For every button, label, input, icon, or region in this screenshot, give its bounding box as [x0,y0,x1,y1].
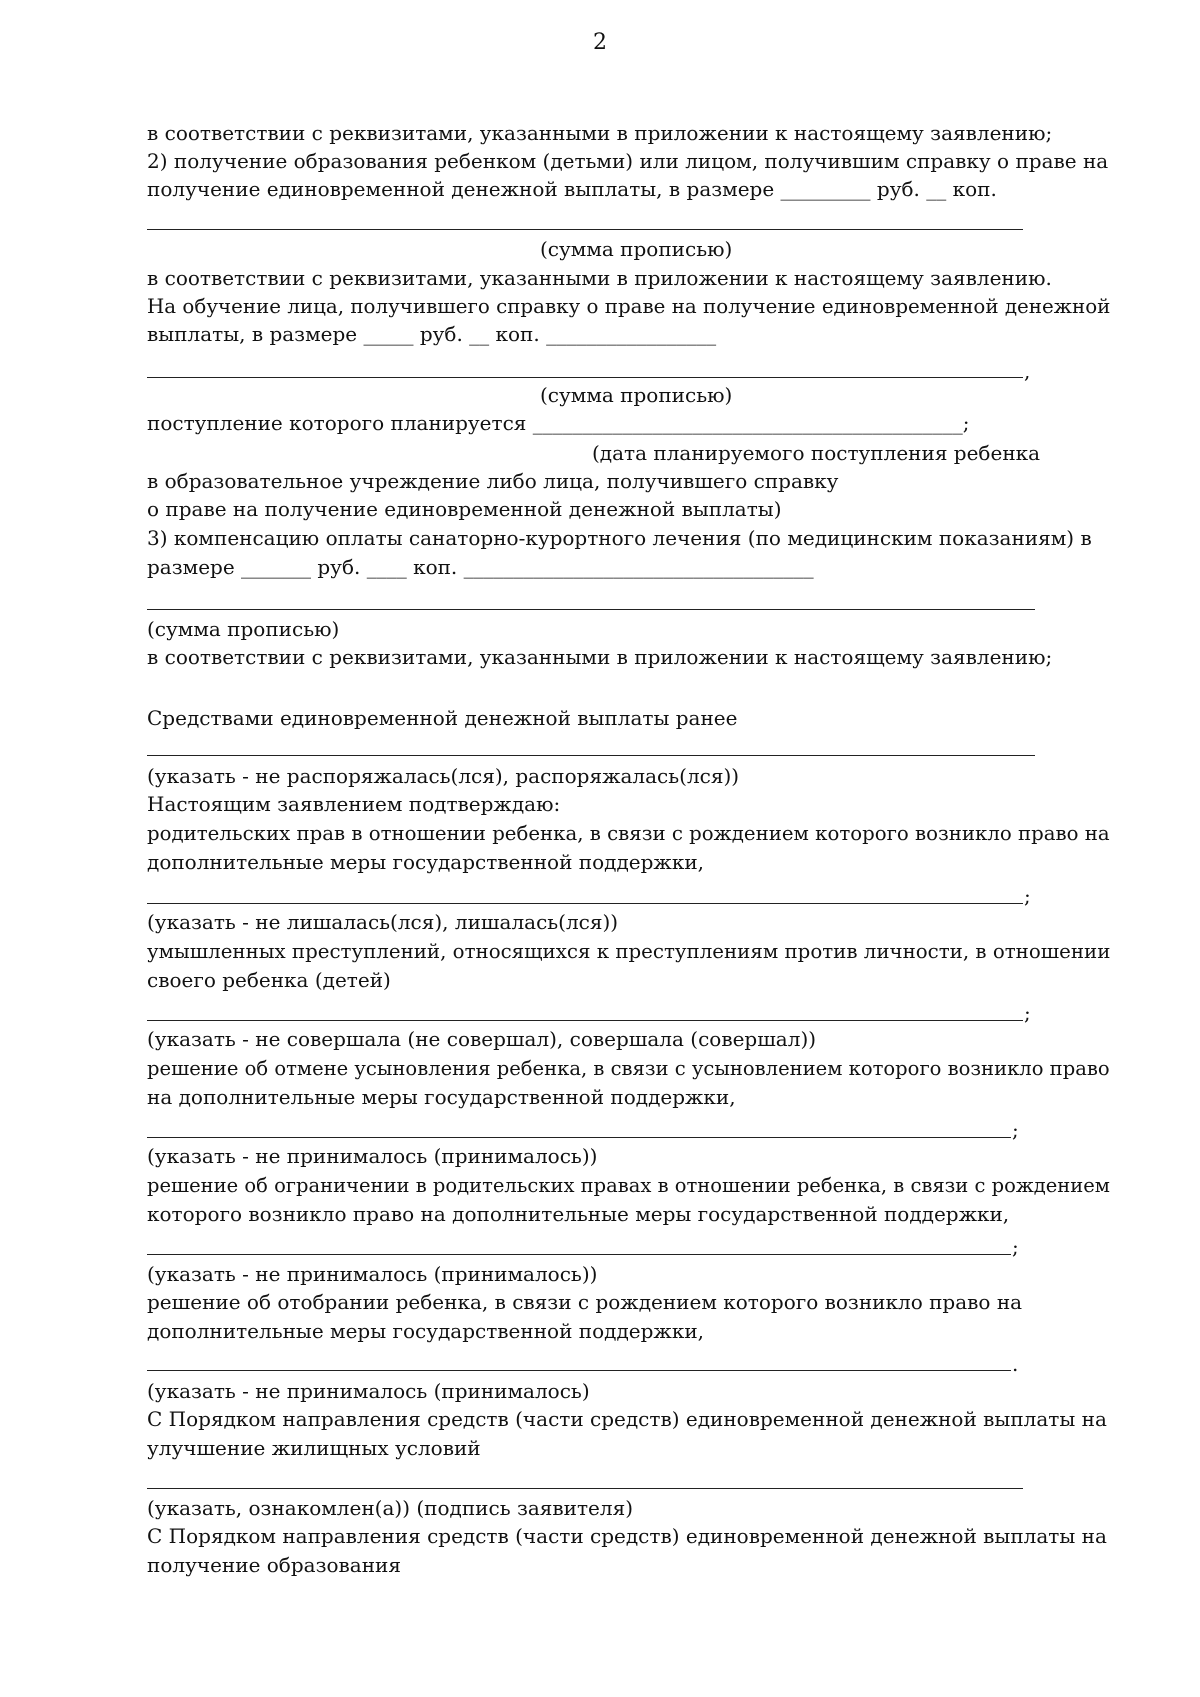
text-line: дополнительные меры государственной поддержки, [147,1319,705,1343]
text-line: в соответствии с реквизитами, указанными в приложении к настоящему заявлению; [147,121,1053,145]
field-caption: (указать - не принималось (принималось)) [147,1144,598,1168]
text-line: которого возникло право на дополнительные меры государственной поддержки, [147,1202,1010,1226]
blank-line [147,377,1023,378]
text-line: получение единовременной денежной выплаты, в размере _________ руб. __ коп. [147,177,997,201]
punctuation: ; [1012,1118,1019,1142]
blank-line [147,755,1035,756]
field-caption: (дата планируемого поступления ребенка [592,441,1041,465]
text-line: умышленных преступлений, относящихся к преступлениям против личности, в отношении [147,939,1111,963]
blank-line [147,229,1023,230]
blank-line [147,1020,1023,1021]
blank-line [147,903,1023,904]
text-line: Настоящим заявлением подтверждаю: [147,792,561,816]
text-line: 2) получение образования ребенком (детьми) или лицом, получившим справку о праве на [147,149,1109,173]
field-caption: (указать - не лишалась(лся), лишалась(лся)) [147,910,619,934]
text-line: решение об отмене усыновления ребенка, в связи с усыновлением которого возникло право [147,1056,1110,1080]
page-number: 2 [593,30,607,55]
field-caption: в образовательное учреждение либо лица, получившего справку [147,469,839,493]
text-line: дополнительные меры государственной поддержки, [147,850,705,874]
field-caption: о праве на получение единовременной денежной выплаты) [147,497,782,521]
blank-line [147,1254,1011,1255]
field-caption: (сумма прописью) [540,383,733,407]
text-line: На обучение лица, получившего справку о праве на получение единовременной денежной [147,294,1111,318]
punctuation: ; [1012,1235,1019,1259]
text-line: в соответствии с реквизитами, указанными в приложении к настоящему заявлению. [147,266,1052,290]
field-caption: (указать - не принималось (принималось) [147,1379,590,1403]
text-line: родительских прав в отношении ребенка, в связи с рождением которого возникло право на [147,821,1110,845]
text-line: Средствами единовременной денежной выплаты ранее [147,706,738,730]
field-caption: (указать - не совершала (не совершал), совершала (совершал)) [147,1027,817,1051]
blank-line [147,1137,1011,1138]
text-line: на дополнительные меры государственной поддержки, [147,1085,736,1109]
text-line: решение об ограничении в родительских правах в отношении ребенка, в связи с рождением [147,1173,1110,1197]
punctuation: , [1024,359,1031,383]
punctuation: ; [1024,884,1031,908]
text-line: С Порядком направления средств (части средств) единовременной денежной выплаты на [147,1524,1107,1548]
field-caption: (указать - не распоряжалась(лся), распоряжалась(лся)) [147,764,740,788]
text-line: решение об отобрании ребенка, в связи с рождением которого возникло право на [147,1290,1023,1314]
punctuation: ; [1024,1001,1031,1025]
text-line: поступление которого планируется ___________________________________________; [147,411,970,435]
blank-line [147,1488,1023,1489]
text-line: 3) компенсацию оплаты санаторно-курортного лечения (по медицинским показаниям) в [147,526,1092,550]
text-line: в соответствии с реквизитами, указанными в приложении к настоящему заявлению; [147,645,1053,669]
text-line: получение образования [147,1553,401,1577]
text-line: С Порядком направления средств (части средств) единовременной денежной выплаты на [147,1407,1107,1431]
field-caption: (указать, ознакомлен(а)) (подпись заявителя) [147,1496,634,1520]
field-caption: (сумма прописью) [540,237,733,261]
text-line: улучшение жилищных условий [147,1436,481,1460]
field-caption: (сумма прописью) [147,617,340,641]
text-line: выплаты, в размере _____ руб. __ коп. _________________ [147,322,717,346]
field-caption: (указать - не принималось (принималось)) [147,1262,598,1286]
text-line: размере _______ руб. ____ коп. ___________________________________ [147,555,814,579]
blank-line [147,609,1035,610]
blank-line [147,1370,1011,1371]
punctuation: . [1012,1352,1019,1376]
text-line: своего ребенка (детей) [147,968,391,992]
